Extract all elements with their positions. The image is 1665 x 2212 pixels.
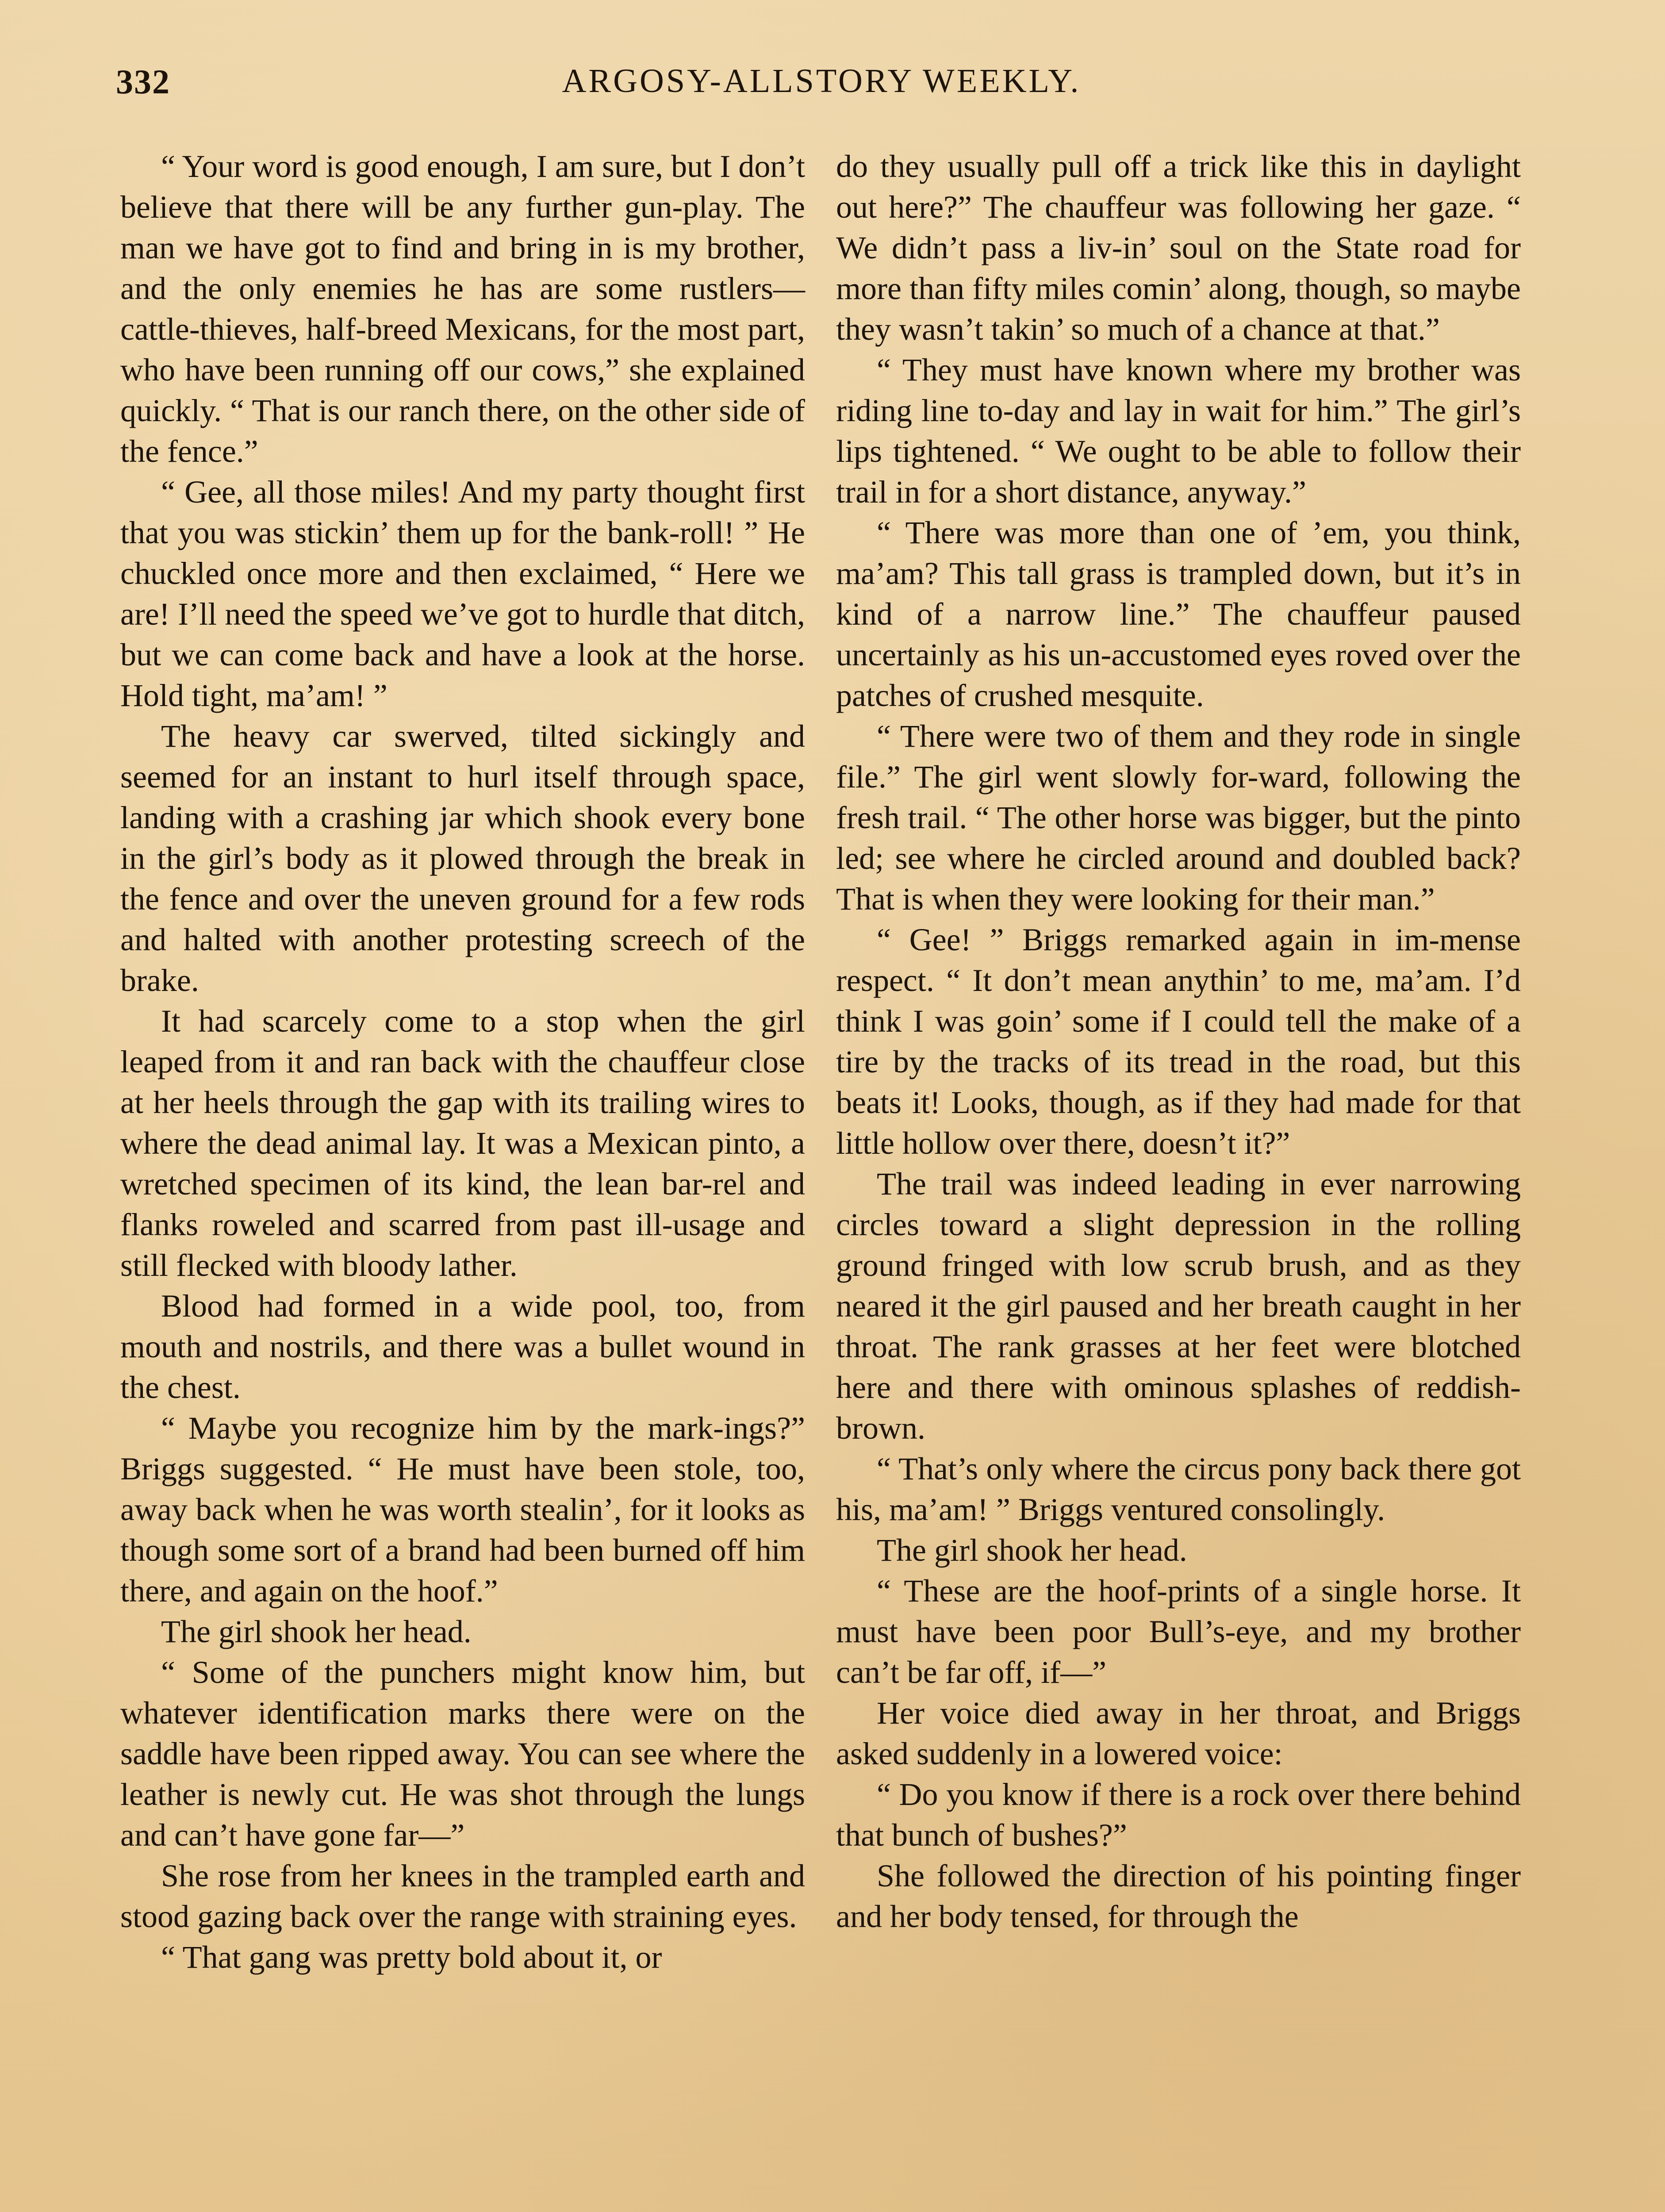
paragraph: The heavy car swerved, tilted sickingly and seemed for an instant to hurl itself through space, landing with a crashing jar which shook every bone in the girl’s body as it plowed through the break in the fence and over the uneven ground for a few rods and halted with another protesting screech of the brake. <box>120 718 805 998</box>
paragraph: “ Gee! ” Briggs remarked again in im-mense respect. “ It don’t mean anythin’ to me, ma’am. I’d think I was goin’ some if I could tell the make of a tire by the tracks of its tread in the road, but this beats it! Looks, though, as if they had made for that little hollow over there, doesn’t it?” <box>836 922 1521 1161</box>
paragraph: “ Gee, all those miles! And my party thought first that you was stickin’ them up for the bank-roll! ” He chuckled once more and then exclaimed, “ Here we are! I’ll need the speed we’ve got to hurdle that ditch, but we can come back and have a look at the horse. Hold tight, ma’am! ” <box>120 474 805 713</box>
paragraph: “ That gang was pretty bold about it, or <box>161 1939 662 1975</box>
paragraph: She followed the direction of his pointing finger and her body tensed, for through the <box>836 1858 1521 1934</box>
paragraph: “ They must have known where my brother was riding line to-day and lay in wait for him.” The girl’s lips tightened. “ We ought to be able to follow their trail in for a short distance, anyway.” <box>836 352 1521 510</box>
left-column <box>120 146 805 1978</box>
paragraph: do they usually pull off a trick like this in daylight out here?” The chauffeur was following her gaze. “ We didn’t pass a liv-in’ soul on the State road for more than fifty miles comin’ along, though, so maybe they wasn’t takin’ so much of a chance at that.” <box>836 149 1521 347</box>
paragraph: “ That’s only where the circus pony back there got his, ma’am! ” Briggs ventured consolingly. <box>836 1451 1521 1527</box>
paragraph: Blood had formed in a wide pool, too, from mouth and nostrils, and there was a bullet wound in the chest. <box>120 1288 805 1405</box>
paragraph: The girl shook her head. <box>161 1614 472 1649</box>
paragraph: “ Maybe you recognize him by the mark-ings?” Briggs suggested. “ He must have been stole, too, away back when he was worth stealin’, for it looks as though some sort of a brand had been burned off him there, and again on the hoof.” <box>120 1410 805 1609</box>
paragraph: “ Your word is good enough, I am sure, but I don’t believe that there will be any further gun-play. The man we have got to find and bring in is my brother, and the only enemies he has are some rustlers—cattle-thieves, half-breed Mexicans, for the most part, who have been running off our cows,” she explained quickly. “ That is our ranch there, on the other side of the fence.” <box>120 149 805 469</box>
paragraph: “ These are the hoof-prints of a single horse. It must have been poor Bull’s-eye, and my brother can’t be far off, if—” <box>836 1573 1521 1690</box>
paragraph: “ There was more than one of ’em, you think, ma’am? This tall grass is trampled down, but it’s in kind of a narrow line.” The chauffeur paused uncertainly as his un-accustomed eyes roved over the patches of crushed mesquite. <box>836 515 1521 713</box>
paragraph: The girl shook her head. <box>877 1532 1187 1568</box>
page-number: 332 <box>116 62 170 101</box>
paragraph: The trail was indeed leading in ever narrowing circles toward a slight depression in the rolling ground fringed with low scrub brush, and as they neared it the girl paused and her breath caught in her throat. The rank grasses at her feet were blotched here and there with ominous splashes of reddish-brown. <box>836 1166 1521 1446</box>
right-column <box>836 146 1521 1937</box>
paragraph: “ Do you know if there is a rock over there behind that bunch of bushes?” <box>836 1777 1521 1853</box>
page-header <box>116 62 1527 119</box>
running-head: ARGOSY-ALLSTORY WEEKLY. <box>562 62 1081 100</box>
paragraph: Her voice died away in her throat, and Briggs asked suddenly in a lowered voice: <box>836 1695 1521 1771</box>
paragraph: “ Some of the punchers might know him, but whatever identification marks there were on the saddle have been ripped away. You can see where the leather is newly cut. He was shot through the lungs and can’t have gone far—” <box>120 1655 805 1853</box>
paragraph: “ There were two of them and they rode in single file.” The girl went slowly for-ward, following the fresh trail. “ The other horse was bigger, but the pinto led; see where he circled around and doubled back? That is when they were looking for their man.” <box>836 718 1521 917</box>
paragraph: She rose from her knees in the trampled earth and stood gazing back over the range with straining eyes. <box>120 1858 805 1934</box>
paragraph: It had scarcely come to a stop when the girl leaped from it and ran back with the chauffeur close at her heels through the gap with its trailing wires to where the dead animal lay. It was a Mexican pinto, a wretched specimen of its kind, the lean bar-rel and flanks roweled and scarred from past ill-usage and still flecked with bloody lather. <box>120 1003 805 1283</box>
